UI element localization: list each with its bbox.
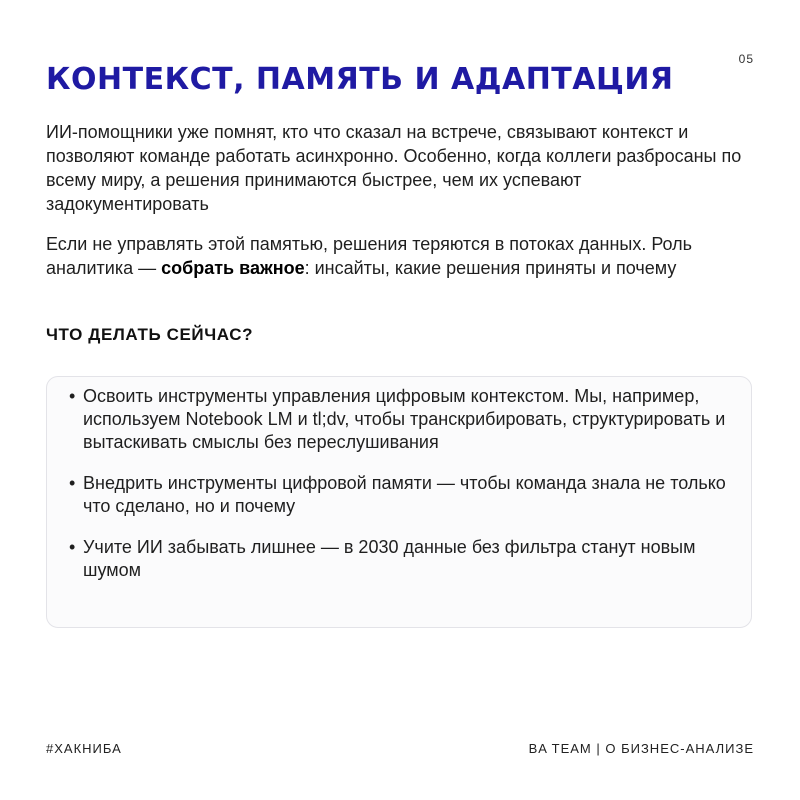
section-heading: ЧТО ДЕЛАТЬ СЕЙЧАС? <box>46 325 254 344</box>
intro-paragraph: ИИ-помощники уже помнят, кто что сказал на встрече, связывают контекст и позволяют команде работать асинхронно. Особенно, когда коллеги разбросаны по всему миру, а решения принимаются быстрее, чем их успевают задокументировать <box>46 122 742 214</box>
list-item-text: Учите ИИ забывать лишнее — в 2030 данные без фильтра станут новым шумом <box>83 537 696 580</box>
bullet-marker: • <box>69 386 76 406</box>
action-items-card <box>46 376 752 628</box>
page-number: 05 <box>738 52 754 66</box>
paragraph-bold-phrase: собрать важное <box>161 258 305 278</box>
paragraph-text-end: : инсайты, какие решения приняты и почему <box>304 258 677 278</box>
paragraph-text-start: Если не управлять этой памятью, решения теряются в потоках данных. Роль аналитика — <box>46 234 693 278</box>
list-item <box>69 472 731 518</box>
list-item-text: Внедрить инструменты цифровой памяти — чтобы команда знала не только что сделано, но и почему <box>83 473 726 516</box>
footer-hashtag: #ХАКНИБА <box>46 741 122 756</box>
analyst-role-paragraph <box>46 232 746 280</box>
bullet-marker: • <box>69 473 76 493</box>
page-title: КОНТЕКСТ, ПАМЯТЬ И АДАПТАЦИЯ <box>46 62 674 97</box>
list-item-text: Освоить инструменты управления цифровым контекстом. Мы, например, используем Notebook LM и tl;dv, чтобы транскрибировать, структурировать и вытаскивать смыслы без переслушивания <box>83 386 726 452</box>
list-item <box>69 385 731 454</box>
list-item <box>69 536 731 582</box>
footer-brand: BA TEAM | О БИЗНЕС-АНАЛИЗЕ <box>528 741 754 756</box>
bullet-marker: • <box>69 537 76 557</box>
action-items-list <box>69 385 731 582</box>
